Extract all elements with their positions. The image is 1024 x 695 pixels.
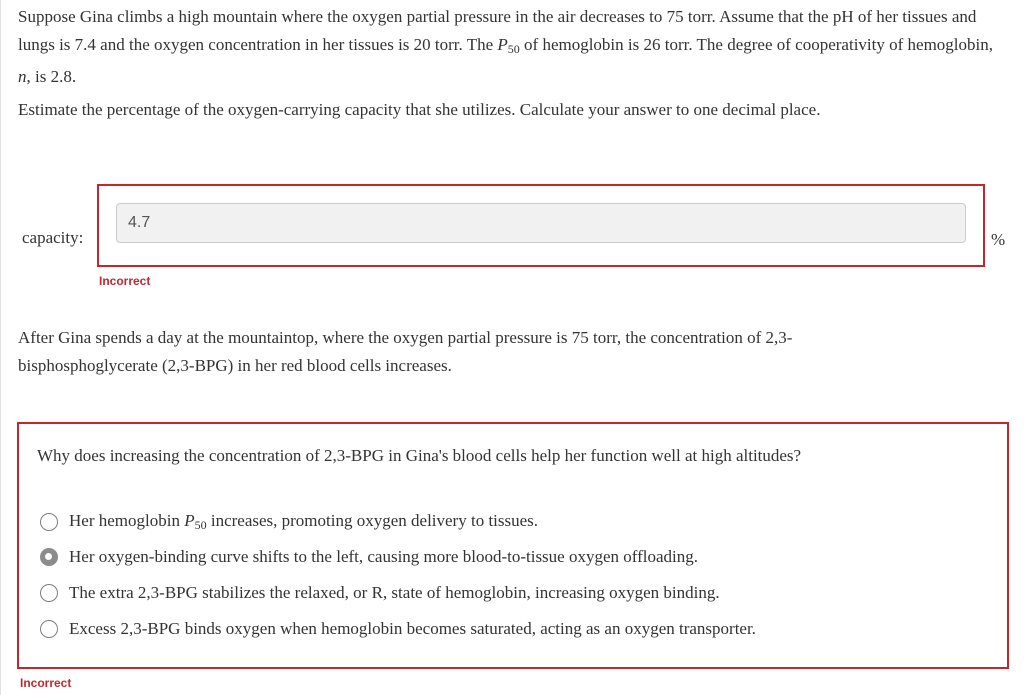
capacity-feedback: Incorrect xyxy=(99,274,151,288)
p50-symbol: $P_{50}$ xyxy=(497,35,520,56)
n-symbol: n xyxy=(18,67,27,86)
question-text-part: , is 2.8. xyxy=(26,67,77,86)
question-text-part: of hemoglobin is 26 torr. The degree of cooperativity of hemoglobin, xyxy=(519,35,994,54)
mc-option-label: Her oxygen-binding curve shifts to the left, causing more blood-to-tissue oxygen offloading. xyxy=(69,547,699,566)
mc-option-3[interactable] xyxy=(40,581,720,605)
question-text xyxy=(18,3,1008,91)
mc-option-label: Excess 2,3-BPG binds oxygen when hemoglobin becomes saturated, acting as an oxygen transporter. xyxy=(69,619,756,638)
mc-option-label: The extra 2,3-BPG stabilizes the relaxed, or R, state of hemoglobin, increasing oxygen binding. xyxy=(69,583,720,602)
mc-option-2[interactable] xyxy=(40,545,698,569)
followup-text: After Gina spends a day at the mountaintop, where the oxygen partial pressure is 75 torr, the concentration of 2,3-bisphosphoglycerate (2,3-BPG) in her red blood cells increases. xyxy=(18,328,793,375)
capacity-label: capacity: xyxy=(22,228,84,247)
radio-button[interactable] xyxy=(40,513,58,531)
question-text-part: Suppose Gina climbs a high mountain where the oxygen partial pressure in the air decreases to 75 torr. Assume that the pH of her tissues and lungs is 7.4 and the oxygen concentration in her tissues is 20 torr. The xyxy=(18,7,977,54)
mc-option-label: Her hemoglobin $P_{50}$ increases, promoting oxygen delivery to tissues. xyxy=(69,511,539,532)
radio-button[interactable] xyxy=(40,584,58,602)
mc-option-4[interactable] xyxy=(40,617,756,641)
percent-unit: % xyxy=(991,230,1006,249)
radio-button-selected[interactable] xyxy=(40,548,58,566)
instruction-text: Estimate the percentage of the oxygen-carrying capacity that she utilizes. Calculate your answer to one decimal place. xyxy=(18,100,821,119)
radio-button[interactable] xyxy=(40,620,58,638)
mc-option-1[interactable] xyxy=(40,510,538,534)
capacity-input[interactable]: 4.7 xyxy=(116,203,966,243)
mc-question: Why does increasing the concentration of 2,3-BPG in Gina's blood cells help her function well at high altitudes? xyxy=(37,446,802,465)
mc-feedback: Incorrect xyxy=(20,676,72,690)
